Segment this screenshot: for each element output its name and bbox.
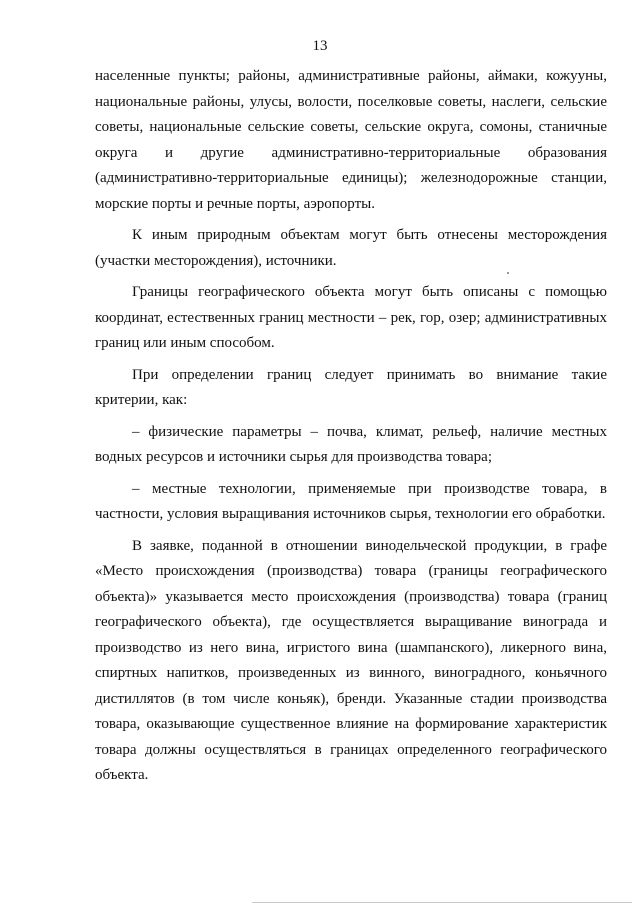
paragraph-criteria: При определении границ следует принимать во внимание такие критерии, как: xyxy=(95,366,607,408)
list-item-physical-parameters: – физические параметры – почва, климат, рельеф, наличие местных водных ресурсов и источники сырья для производства товара; xyxy=(95,423,607,465)
paragraph-settlements: населенные пункты; районы, административные районы, аймаки, кожууны, национальные районы, улусы, волости, поселковые советы, наслеги, сельские советы, национальные сельские советы, сельские округа, сомоны, станичные округа и другие административно-территориальные образования (административно-территориальные единицы); железнодорожные станции, морские порты и речные порты, аэропорты. xyxy=(95,68,607,212)
page-number: 13 xyxy=(312,38,328,54)
list-item-local-technologies: – местные технологии, применяемые при производстве товара, в частности, условия выращивания источников сырья, технологии его обработки. xyxy=(95,480,607,522)
document-body xyxy=(95,64,607,789)
scan-speck xyxy=(507,272,509,274)
paragraph-natural-objects: К иным природным объектам могут быть отнесены месторождения (участки месторождения), источники. xyxy=(95,227,607,269)
paragraph-wine-products: В заявке, поданной в отношении винодельческой продукции, в графе «Место происхождения (производства) товара (границы географического объекта)» указывается место происхождения (производства) товара (границ географического объекта), где осуществляется выращивание винограда и производство из него вина, игристого вина (шампанского), ликерного вина, спиртных напитков, произведенных из винного, виноградного, коньячного дистиллятов (в том числе коньяк), бренди. Указанные стадии производства товара, оказывающие существенное влияние на формирование характеристик товара должны осуществляться в границах определенного географического объекта. xyxy=(95,537,607,783)
paragraph-boundaries: Границы географического объекта могут быть описаны с помощью координат, естественных границ местности – рек, гор, озер; административных границ или иным способом. xyxy=(95,284,607,351)
